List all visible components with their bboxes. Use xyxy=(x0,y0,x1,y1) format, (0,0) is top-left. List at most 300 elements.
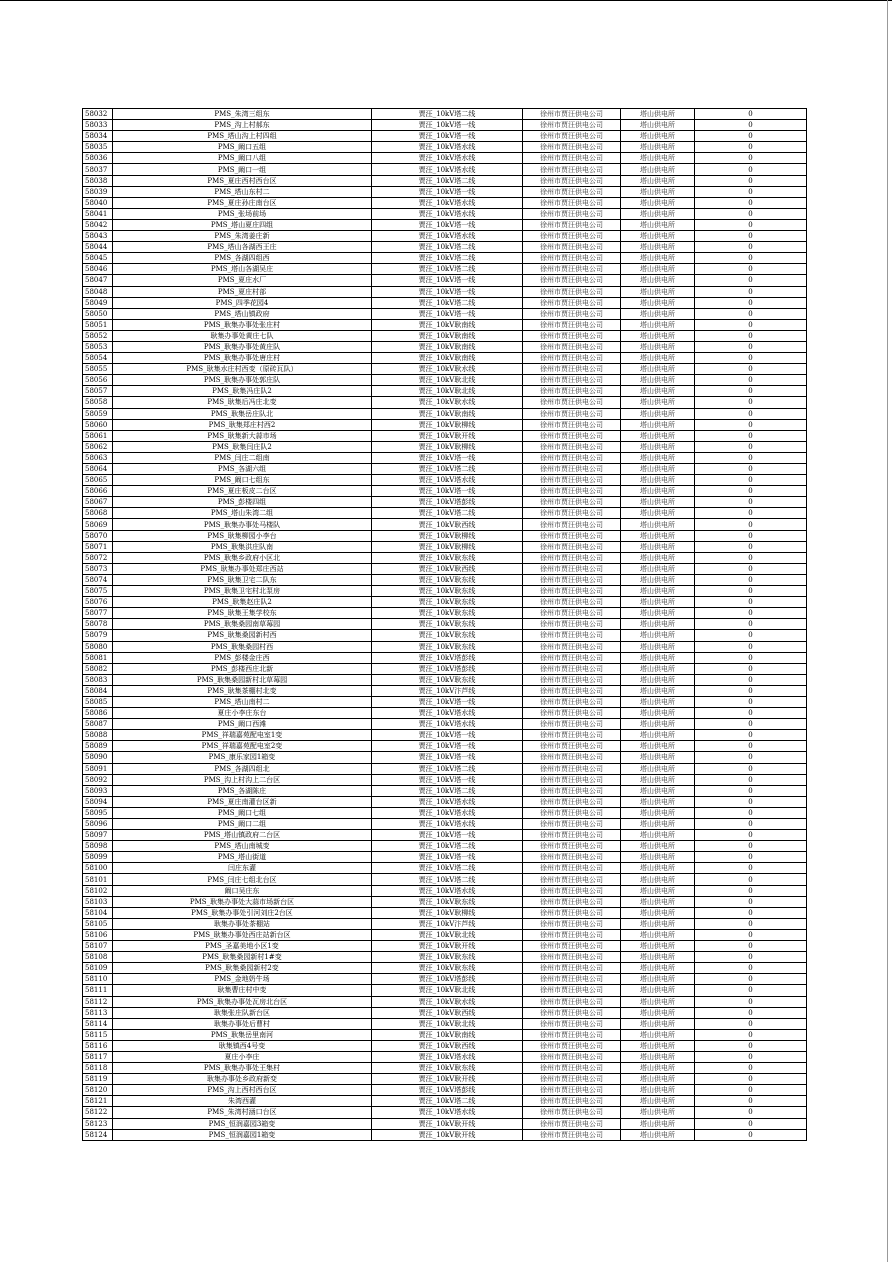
cell-area-name: PMS_夏庄村部 xyxy=(113,286,372,297)
cell-company: 徐州市贾汪供电公司 xyxy=(523,907,621,918)
table-row xyxy=(83,253,807,264)
cell-station: 塔山供电所 xyxy=(621,541,695,552)
cell-area-name: PMS_耿集办事处郭庄队 xyxy=(113,375,372,386)
cell-company: 徐州市贾汪供电公司 xyxy=(523,574,621,585)
cell-id: 58036 xyxy=(83,153,113,164)
cell-area-name: PMS_耿集办事处引河刘庄2台区 xyxy=(113,907,372,918)
cell-line: 贾汪_10kV塔一线 xyxy=(372,219,523,230)
cell-company: 徐州市贾汪供电公司 xyxy=(523,486,621,497)
cell-company: 徐州市贾汪供电公司 xyxy=(523,830,621,841)
cell-id: 58078 xyxy=(83,619,113,630)
cell-id: 58032 xyxy=(83,109,113,120)
cell-id: 58061 xyxy=(83,430,113,441)
cell-id: 58072 xyxy=(83,552,113,563)
cell-area-name: PMS_夏庄水厂 xyxy=(113,275,372,286)
cell-line: 贾汪_10kV耿南线 xyxy=(372,341,523,352)
cell-area-name: PMS_阚口一组 xyxy=(113,164,372,175)
cell-station: 塔山供电所 xyxy=(621,641,695,652)
table-row xyxy=(83,763,807,774)
cell-station: 塔山供电所 xyxy=(621,242,695,253)
page-right-border xyxy=(887,0,888,1262)
cell-id: 58057 xyxy=(83,386,113,397)
cell-value: 0 xyxy=(695,752,807,763)
cell-area-name: PMS_耿集桑园新村西 xyxy=(113,630,372,641)
cell-area-name: PMS_耿集茶棚村北变 xyxy=(113,685,372,696)
cell-line: 贾汪_10kV塔水线 xyxy=(372,475,523,486)
cell-line: 贾汪_10kV塔一线 xyxy=(372,186,523,197)
cell-line: 贾汪_10kV耿开线 xyxy=(372,1118,523,1129)
cell-value: 0 xyxy=(695,774,807,785)
table-row xyxy=(83,1074,807,1085)
cell-company: 徐州市贾汪供电公司 xyxy=(523,674,621,685)
cell-id: 58110 xyxy=(83,974,113,985)
cell-id: 58107 xyxy=(83,941,113,952)
cell-line: 贾汪_10kV塔一线 xyxy=(372,308,523,319)
cell-id: 58065 xyxy=(83,475,113,486)
cell-id: 58073 xyxy=(83,563,113,574)
cell-area-name: 耿集张庄队新台区 xyxy=(113,1007,372,1018)
cell-id: 58076 xyxy=(83,597,113,608)
cell-company: 徐州市贾汪供电公司 xyxy=(523,353,621,364)
table-row xyxy=(83,319,807,330)
cell-value: 0 xyxy=(695,464,807,475)
cell-station: 塔山供电所 xyxy=(621,131,695,142)
cell-value: 0 xyxy=(695,785,807,796)
cell-value: 0 xyxy=(695,807,807,818)
cell-value: 0 xyxy=(695,630,807,641)
cell-company: 徐州市贾汪供电公司 xyxy=(523,1118,621,1129)
cell-line: 贾汪_10kV耿水线 xyxy=(372,996,523,1007)
cell-company: 徐州市贾汪供电公司 xyxy=(523,608,621,619)
table-row xyxy=(83,397,807,408)
cell-area-name: PMS_塔山沟上村四组 xyxy=(113,131,372,142)
cell-line: 贾汪_10kV塔一线 xyxy=(372,120,523,131)
cell-area-name: PMS_阚口七组 xyxy=(113,807,372,818)
cell-company: 徐州市贾汪供电公司 xyxy=(523,341,621,352)
table-row xyxy=(83,597,807,608)
cell-station: 塔山供电所 xyxy=(621,419,695,430)
cell-station: 塔山供电所 xyxy=(621,319,695,330)
cell-id: 58052 xyxy=(83,330,113,341)
table-row xyxy=(83,696,807,707)
cell-value: 0 xyxy=(695,641,807,652)
cell-value: 0 xyxy=(695,763,807,774)
cell-value: 0 xyxy=(695,175,807,186)
table-row xyxy=(83,796,807,807)
cell-company: 徐州市贾汪供电公司 xyxy=(523,841,621,852)
cell-id: 58044 xyxy=(83,242,113,253)
cell-id: 58124 xyxy=(83,1129,113,1140)
cell-company: 徐州市贾汪供电公司 xyxy=(523,464,621,475)
cell-id: 58054 xyxy=(83,353,113,364)
cell-line: 贾汪_10kV塔水线 xyxy=(372,1107,523,1118)
cell-area-name: 耿集办事处乡政府新变 xyxy=(113,1074,372,1085)
cell-id: 58048 xyxy=(83,286,113,297)
cell-company: 徐州市贾汪供电公司 xyxy=(523,186,621,197)
cell-value: 0 xyxy=(695,552,807,563)
table-row xyxy=(83,242,807,253)
cell-value: 0 xyxy=(695,563,807,574)
cell-company: 徐州市贾汪供电公司 xyxy=(523,563,621,574)
cell-line: 贾汪_10kV塔一线 xyxy=(372,286,523,297)
cell-company: 徐州市贾汪供电公司 xyxy=(523,364,621,375)
table-row xyxy=(83,752,807,763)
cell-line: 贾汪_10kV塔彭线 xyxy=(372,974,523,985)
cell-value: 0 xyxy=(695,586,807,597)
cell-station: 塔山供电所 xyxy=(621,630,695,641)
cell-company: 徐州市贾汪供电公司 xyxy=(523,386,621,397)
cell-area-name: PMS_耿集办事处王集村 xyxy=(113,1063,372,1074)
table-row xyxy=(83,1085,807,1096)
cell-id: 58115 xyxy=(83,1029,113,1040)
table-row xyxy=(83,286,807,297)
cell-area-name: PMS_耿集水庄村西变（原砖瓦队） xyxy=(113,364,372,375)
cell-value: 0 xyxy=(695,197,807,208)
cell-area-name: PMS_塔山夏庄四组 xyxy=(113,219,372,230)
cell-line: 贾汪_10kV耿北线 xyxy=(372,929,523,940)
cell-value: 0 xyxy=(695,475,807,486)
table-row xyxy=(83,985,807,996)
cell-line: 贾汪_10kV塔水线 xyxy=(372,885,523,896)
cell-company: 徐州市贾汪供电公司 xyxy=(523,497,621,508)
cell-company: 徐州市贾汪供电公司 xyxy=(523,807,621,818)
cell-area-name: PMS_康乐家园1箱变 xyxy=(113,752,372,763)
cell-id: 58117 xyxy=(83,1051,113,1062)
cell-id: 58119 xyxy=(83,1074,113,1085)
cell-company: 徐州市贾汪供电公司 xyxy=(523,708,621,719)
cell-station: 塔山供电所 xyxy=(621,574,695,585)
cell-area-name: 闫庄东灌 xyxy=(113,863,372,874)
cell-company: 徐州市贾汪供电公司 xyxy=(523,219,621,230)
cell-station: 塔山供电所 xyxy=(621,120,695,131)
cell-line: 贾汪_10kV耿西线 xyxy=(372,563,523,574)
cell-line: 贾汪_10kV塔二线 xyxy=(372,175,523,186)
table-row xyxy=(83,1129,807,1140)
cell-value: 0 xyxy=(695,874,807,885)
cell-company: 徐州市贾汪供电公司 xyxy=(523,963,621,974)
cell-area-name: PMS_夏庄孙庄南台区 xyxy=(113,197,372,208)
cell-station: 塔山供电所 xyxy=(621,208,695,219)
cell-id: 58056 xyxy=(83,375,113,386)
cell-value: 0 xyxy=(695,142,807,153)
cell-station: 塔山供电所 xyxy=(621,464,695,475)
cell-station: 塔山供电所 xyxy=(621,985,695,996)
cell-company: 徐州市贾汪供电公司 xyxy=(523,1107,621,1118)
cell-company: 徐州市贾汪供电公司 xyxy=(523,375,621,386)
cell-station: 塔山供电所 xyxy=(621,1029,695,1040)
cell-station: 塔山供电所 xyxy=(621,175,695,186)
cell-station: 塔山供电所 xyxy=(621,219,695,230)
cell-company: 徐州市贾汪供电公司 xyxy=(523,441,621,452)
cell-id: 58112 xyxy=(83,996,113,1007)
cell-value: 0 xyxy=(695,1051,807,1062)
table-row xyxy=(83,652,807,663)
cell-value: 0 xyxy=(695,852,807,863)
cell-line: 贾汪_10kV塔二线 xyxy=(372,863,523,874)
cell-area-name: PMS_耿集桑园南草莓园 xyxy=(113,619,372,630)
cell-id: 58069 xyxy=(83,519,113,530)
cell-company: 徐州市贾汪供电公司 xyxy=(523,164,621,175)
cell-area-name: PMS_耿集桑园村西 xyxy=(113,641,372,652)
cell-id: 58090 xyxy=(83,752,113,763)
cell-station: 塔山供电所 xyxy=(621,353,695,364)
cell-station: 塔山供电所 xyxy=(621,253,695,264)
cell-line: 贾汪_10kV塔一线 xyxy=(372,774,523,785)
cell-line: 贾汪_10kV塔一线 xyxy=(372,752,523,763)
cell-id: 58096 xyxy=(83,819,113,830)
cell-area-name: PMS_耿集王集学校东 xyxy=(113,608,372,619)
table-row xyxy=(83,530,807,541)
cell-area-name: PMS_阚口八组 xyxy=(113,153,372,164)
cell-line: 贾汪_10kV耿西线 xyxy=(372,1040,523,1051)
cell-area-name: 耿集办事处茶棚站 xyxy=(113,918,372,929)
table-row xyxy=(83,730,807,741)
cell-area-name: PMS_耿集办事处马楼队 xyxy=(113,519,372,530)
cell-id: 58041 xyxy=(83,208,113,219)
cell-station: 塔山供电所 xyxy=(621,885,695,896)
cell-id: 58067 xyxy=(83,497,113,508)
cell-company: 徐州市贾汪供电公司 xyxy=(523,508,621,519)
cell-line: 贾汪_10kV耿开线 xyxy=(372,1129,523,1140)
cell-id: 58066 xyxy=(83,486,113,497)
cell-company: 徐州市贾汪供电公司 xyxy=(523,541,621,552)
cell-line: 贾汪_10kV耿开线 xyxy=(372,430,523,441)
cell-station: 塔山供电所 xyxy=(621,907,695,918)
cell-line: 贾汪_10kV塔二线 xyxy=(372,763,523,774)
cell-company: 徐州市贾汪供电公司 xyxy=(523,397,621,408)
cell-line: 贾汪_10kV耿南线 xyxy=(372,408,523,419)
cell-id: 58093 xyxy=(83,785,113,796)
cell-station: 塔山供电所 xyxy=(621,1096,695,1107)
cell-station: 塔山供电所 xyxy=(621,652,695,663)
table-row xyxy=(83,819,807,830)
table-row xyxy=(83,419,807,430)
cell-value: 0 xyxy=(695,264,807,275)
table-row xyxy=(83,1029,807,1040)
cell-company: 徐州市贾汪供电公司 xyxy=(523,286,621,297)
cell-id: 58085 xyxy=(83,696,113,707)
cell-id: 58099 xyxy=(83,852,113,863)
cell-line: 贾汪_10kV塔一线 xyxy=(372,696,523,707)
cell-area-name: PMS_塔山东村二 xyxy=(113,186,372,197)
cell-id: 58043 xyxy=(83,231,113,242)
table-row xyxy=(83,519,807,530)
cell-station: 塔山供电所 xyxy=(621,1118,695,1129)
cell-value: 0 xyxy=(695,286,807,297)
cell-value: 0 xyxy=(695,1063,807,1074)
cell-area-name: PMS_耿集后冯庄北变 xyxy=(113,397,372,408)
cell-area-name: PMS_塔山镇政府 xyxy=(113,308,372,319)
table-row xyxy=(83,330,807,341)
cell-id: 58088 xyxy=(83,730,113,741)
cell-value: 0 xyxy=(695,929,807,940)
table-row xyxy=(83,663,807,674)
cell-station: 塔山供电所 xyxy=(621,663,695,674)
cell-value: 0 xyxy=(695,508,807,519)
cell-area-name: PMS_阚口二组 xyxy=(113,819,372,830)
cell-value: 0 xyxy=(695,441,807,452)
cell-value: 0 xyxy=(695,907,807,918)
cell-area-name: PMS_朱湾三组东 xyxy=(113,109,372,120)
cell-value: 0 xyxy=(695,941,807,952)
cell-value: 0 xyxy=(695,841,807,852)
cell-company: 徐州市贾汪供电公司 xyxy=(523,131,621,142)
cell-value: 0 xyxy=(695,164,807,175)
table-row xyxy=(83,785,807,796)
cell-company: 徐州市贾汪供电公司 xyxy=(523,996,621,1007)
table-row xyxy=(83,874,807,885)
cell-area-name: PMS_塔山南村二 xyxy=(113,696,372,707)
cell-id: 58102 xyxy=(83,885,113,896)
cell-value: 0 xyxy=(695,1029,807,1040)
cell-station: 塔山供电所 xyxy=(621,863,695,874)
cell-company: 徐州市贾汪供电公司 xyxy=(523,641,621,652)
cell-line: 贾汪_10kV耿水线 xyxy=(372,364,523,375)
cell-station: 塔山供电所 xyxy=(621,963,695,974)
table-row xyxy=(83,863,807,874)
cell-value: 0 xyxy=(695,830,807,841)
cell-value: 0 xyxy=(695,131,807,142)
cell-line: 贾汪_10kV耿东线 xyxy=(372,896,523,907)
cell-area-name: PMS_耿集柳园小李台 xyxy=(113,530,372,541)
cell-area-name: PMS_耿集冯庄队2 xyxy=(113,386,372,397)
cell-company: 徐州市贾汪供电公司 xyxy=(523,741,621,752)
cell-value: 0 xyxy=(695,985,807,996)
cell-station: 塔山供电所 xyxy=(621,341,695,352)
cell-line: 贾汪_10kV塔二线 xyxy=(372,785,523,796)
cell-value: 0 xyxy=(695,597,807,608)
cell-id: 58033 xyxy=(83,120,113,131)
cell-area-name: PMS_各湖四组西 xyxy=(113,253,372,264)
cell-company: 徐州市贾汪供电公司 xyxy=(523,419,621,430)
cell-line: 贾汪_10kV塔彭线 xyxy=(372,497,523,508)
table-row xyxy=(83,830,807,841)
cell-company: 徐州市贾汪供电公司 xyxy=(523,1018,621,1029)
cell-area-name: PMS_塔山南城变 xyxy=(113,841,372,852)
table-row xyxy=(83,1051,807,1062)
cell-line: 贾汪_10kV耿北线 xyxy=(372,386,523,397)
cell-value: 0 xyxy=(695,619,807,630)
cell-area-name: PMS_阚口五组 xyxy=(113,142,372,153)
table-row xyxy=(83,963,807,974)
cell-id: 58097 xyxy=(83,830,113,841)
cell-id: 58063 xyxy=(83,452,113,463)
cell-line: 贾汪_10kV耿柳线 xyxy=(372,419,523,430)
cell-line: 贾汪_10kV塔二线 xyxy=(372,297,523,308)
cell-area-name: PMS_祥瑞嘉苑配电室1变 xyxy=(113,730,372,741)
cell-company: 徐州市贾汪供电公司 xyxy=(523,242,621,253)
cell-company: 徐州市贾汪供电公司 xyxy=(523,885,621,896)
table-row xyxy=(83,308,807,319)
table-row xyxy=(83,741,807,752)
cell-value: 0 xyxy=(695,275,807,286)
table-row xyxy=(83,142,807,153)
cell-value: 0 xyxy=(695,719,807,730)
cell-line: 贾汪_10kV耿柳线 xyxy=(372,907,523,918)
cell-line: 贾汪_10kV耿东线 xyxy=(372,952,523,963)
cell-area-name: PMS_恒润嘉园3箱变 xyxy=(113,1118,372,1129)
cell-line: 贾汪_10kV耿东线 xyxy=(372,597,523,608)
cell-company: 徐州市贾汪供电公司 xyxy=(523,552,621,563)
cell-id: 58070 xyxy=(83,530,113,541)
cell-value: 0 xyxy=(695,364,807,375)
cell-station: 塔山供电所 xyxy=(621,752,695,763)
table-row xyxy=(83,941,807,952)
cell-id: 58079 xyxy=(83,630,113,641)
table-row xyxy=(83,264,807,275)
table-row xyxy=(83,1063,807,1074)
cell-value: 0 xyxy=(695,530,807,541)
cell-station: 塔山供电所 xyxy=(621,430,695,441)
cell-station: 塔山供电所 xyxy=(621,830,695,841)
cell-area-name: PMS_耿集办事处西庄站新台区 xyxy=(113,929,372,940)
cell-station: 塔山供电所 xyxy=(621,552,695,563)
cell-area-name: PMS_阚口七组东 xyxy=(113,475,372,486)
cell-company: 徐州市贾汪供电公司 xyxy=(523,1029,621,1040)
cell-company: 徐州市贾汪供电公司 xyxy=(523,763,621,774)
cell-area-name: PMS_朱湾姜庄新 xyxy=(113,231,372,242)
cell-station: 塔山供电所 xyxy=(621,452,695,463)
cell-company: 徐州市贾汪供电公司 xyxy=(523,330,621,341)
cell-value: 0 xyxy=(695,486,807,497)
cell-company: 徐州市贾汪供电公司 xyxy=(523,120,621,131)
cell-station: 塔山供电所 xyxy=(621,508,695,519)
cell-id: 58092 xyxy=(83,774,113,785)
cell-id: 58060 xyxy=(83,419,113,430)
cell-value: 0 xyxy=(695,430,807,441)
table-row xyxy=(83,918,807,929)
cell-station: 塔山供电所 xyxy=(621,1040,695,1051)
cell-line: 贾汪_10kV塔一线 xyxy=(372,486,523,497)
cell-value: 0 xyxy=(695,885,807,896)
table-row xyxy=(83,153,807,164)
cell-station: 塔山供电所 xyxy=(621,308,695,319)
cell-company: 徐州市贾汪供电公司 xyxy=(523,109,621,120)
cell-line: 贾汪_10kV塔一线 xyxy=(372,730,523,741)
cell-area-name: PMS_耿集办事处瓦房北台区 xyxy=(113,996,372,1007)
table-row xyxy=(83,486,807,497)
table-row xyxy=(83,586,807,597)
cell-line: 贾汪_10kV耿水线 xyxy=(372,397,523,408)
cell-station: 塔山供电所 xyxy=(621,408,695,419)
table-row xyxy=(83,907,807,918)
cell-area-name: PMS_塔山各湖西王庄 xyxy=(113,242,372,253)
table-row xyxy=(83,175,807,186)
table-row xyxy=(83,375,807,386)
cell-line: 贾汪_10kV汴芦线 xyxy=(372,685,523,696)
cell-value: 0 xyxy=(695,341,807,352)
cell-value: 0 xyxy=(695,231,807,242)
cell-station: 塔山供电所 xyxy=(621,264,695,275)
cell-company: 徐州市贾汪供电公司 xyxy=(523,153,621,164)
cell-value: 0 xyxy=(695,109,807,120)
cell-value: 0 xyxy=(695,696,807,707)
cell-area-name: PMS_耿集乡政府小区北 xyxy=(113,552,372,563)
cell-station: 塔山供电所 xyxy=(621,142,695,153)
cell-id: 58047 xyxy=(83,275,113,286)
cell-area-name: PMS_夏庄西村西台区 xyxy=(113,175,372,186)
cell-id: 58106 xyxy=(83,929,113,940)
cell-value: 0 xyxy=(695,741,807,752)
table-row xyxy=(83,929,807,940)
cell-id: 58103 xyxy=(83,896,113,907)
cell-station: 塔山供电所 xyxy=(621,852,695,863)
cell-area-name: 阚口吴庄东 xyxy=(113,885,372,896)
cell-line: 贾汪_10kV塔二线 xyxy=(372,874,523,885)
cell-line: 贾汪_10kV耿东线 xyxy=(372,630,523,641)
cell-line: 贾汪_10kV塔水线 xyxy=(372,807,523,818)
cell-line: 贾汪_10kV塔一线 xyxy=(372,131,523,142)
